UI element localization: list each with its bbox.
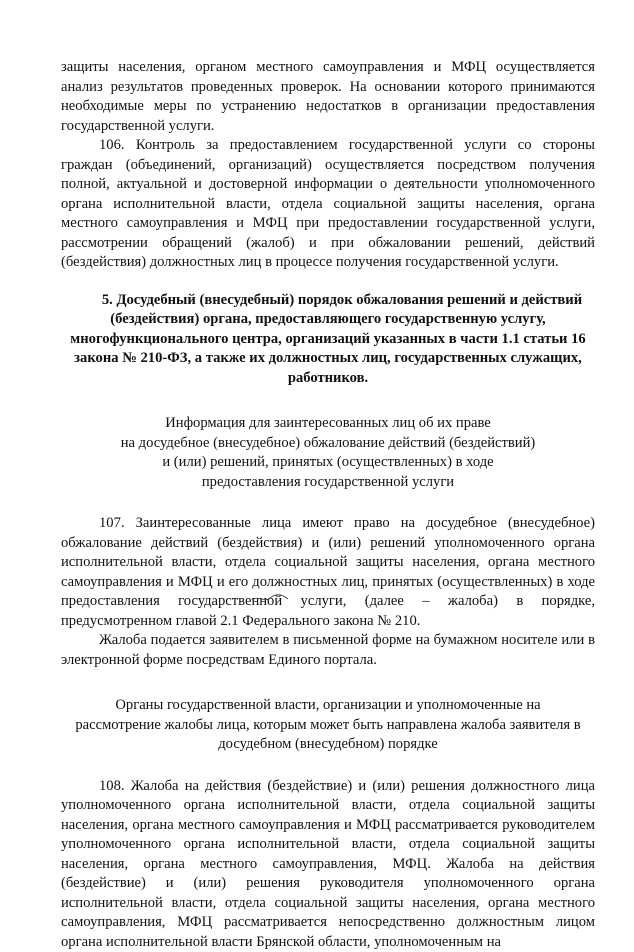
subheading-line: Информация для заинтересованных лиц об их праве	[61, 414, 595, 434]
pen-stroke-mark	[250, 591, 290, 605]
paragraph-106: 106. Контроль за предоставлением государственной услуги со стороны граждан (объединений, организаций) осуществляется посредством получения полной, актуальной и достоверной информации о деятельности уполномоченного органа исполнительной власти, отдела социальной защиты населения, органа местного самоуправления и МФЦ при предоставлении государственной услуги, рассмотрении обращений (жалоб) и при обжаловании решений, действий (бездействия) должностных лиц в процессе получения государственной услуги.	[61, 136, 595, 273]
subheading-line: предоставления государственной услуги	[61, 473, 595, 493]
paragraph-108: 108. Жалоба на действия (бездействие) и (или) решения должностного лица уполномоченного органа исполнительной власти, отдела социальной защиты населения, органа местного самоуправления и МФЦ рассматривается руководителем уполномоченного органа исполнительной власти, отдела социальной защиты населения, органа местного самоуправления, МФЦ. Жалоба на действия (бездействие) и (или) решения руководителя уполномоченного органа исполнительной власти, отдела социальной защиты населения, органа местного самоуправления, МФЦ рассматривается непосредственно должностным лицом органа исполнительной власти Брянской области, уполномоченным на	[61, 777, 595, 952]
section-5-heading: 5. Досудебный (внесудебный) порядок обжалования решений и действий (бездействия) органа, предоставляющего государственную услугу, многофункционального центра, организаций указанных в части 1.1 статьи 16 закона № 210-ФЗ, а также их должностных лиц, государственных служащих, работников.	[61, 291, 595, 389]
subheading-line: Органы государственной власти, организации и уполномоченные на	[61, 696, 595, 716]
subheading-line: на досудебное (внесудебное) обжалование действий (бездействий)	[61, 434, 595, 454]
intro-paragraph: защиты населения, органом местного самоуправления и МФЦ осуществляется анализ результатов проведенных проверок. На основании которого принимаются необходимые меры по устранению недостатков в организации предоставления государственной услуги.	[61, 58, 595, 136]
subheading-review-bodies	[61, 696, 595, 755]
subheading-complaint-rights	[61, 414, 595, 492]
subheading-line: рассмотрение жалобы лица, которым может быть направлена жалоба заявителя в	[61, 716, 595, 736]
subheading-line: досудебном (внесудебном) порядке	[61, 735, 595, 755]
paragraph-107: 107. Заинтересованные лица имеют право на досудебное (внесудебное) обжалование действий (бездействия) и (или) решений уполномоченного органа исполнительной власти, отдела социальной защиты населения, органа местного самоуправления и МФЦ и его должностных лиц, принятых (осуществленных) в ходе предоставления государственной услуги, (далее – жалоба) в порядке, предусмотренном главой 2.1 Федерального закона № 210.	[61, 514, 595, 631]
document-page	[61, 58, 595, 952]
subheading-line: и (или) решений, принятых (осуществленных) в ходе	[61, 453, 595, 473]
paragraph-complaint-form: Жалоба подается заявителем в письменной форме на бумажном носителе или в электронной форме посредствам Единого портала.	[61, 631, 595, 670]
